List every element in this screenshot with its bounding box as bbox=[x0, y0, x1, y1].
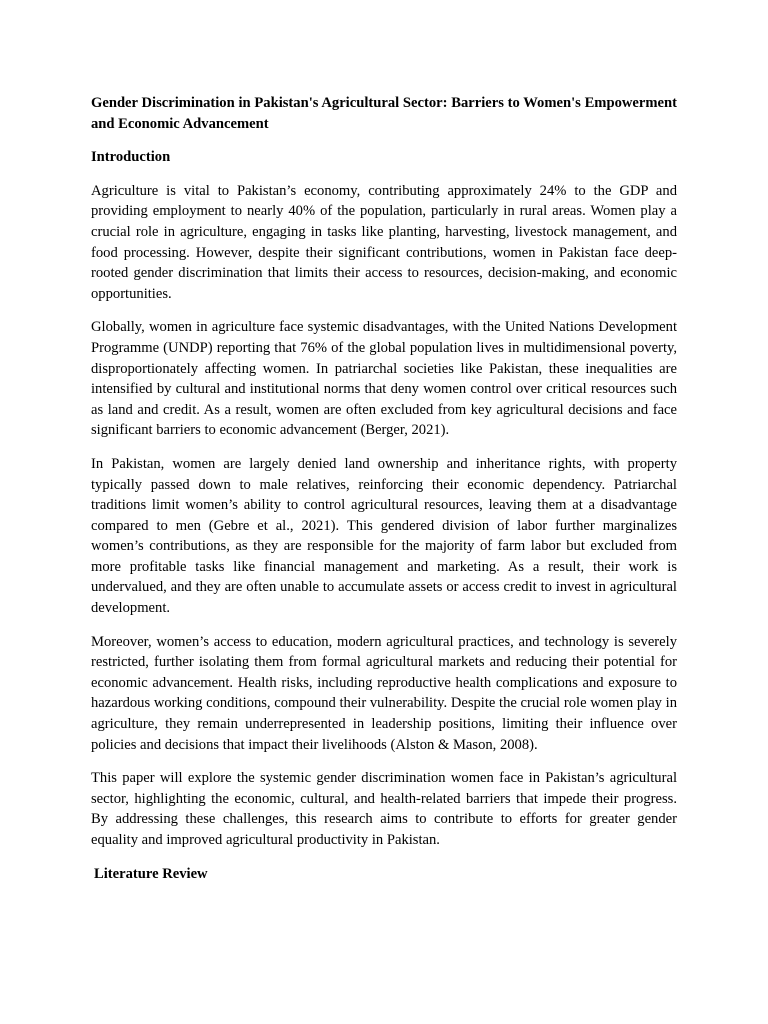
section-heading-literature-review: Literature Review bbox=[94, 865, 208, 882]
paragraph-intro-2: Globally, women in agriculture face systemic disadvantages, with the United Nations Development Programme (UNDP) reporting that 76% of the global population lives in multidimensional poverty, disproportionately affecting women. In patriarchal societies like Pakistan, these inequalities are intensified by cultural and institutional norms that deny women control over critical resources such as land and credit. As a result, women are often excluded from key agricultural decisions and face significant barriers to economic advancement (Berger, 2021). bbox=[91, 319, 677, 439]
paragraph-intro-3: In Pakistan, women are largely denied land ownership and inheritance rights, with property typically passed down to male relatives, reinforcing their economic dependency. Patriarchal traditions limit women’s ability to control agricultural resources, leaving them at a disadvantage compared to men (Gebre et al., 2021). This gendered division of labor further marginalizes women’s contributions, as they are responsible for the majority of farm labor but excluded from more profitable tasks like financial management and marketing. As a result, their work is undervalued, and they are often unable to accumulate assets or access credit to invest in agricultural development. bbox=[91, 455, 677, 617]
document-page bbox=[91, 93, 677, 897]
paragraph-intro-5: This paper will explore the systemic gender discrimination women face in Pakistan’s agricultural sector, highlighting the economic, cultural, and health-related barriers that impede their progress. By addressing these challenges, this research aims to contribute to efforts for greater gender equality and improved agricultural productivity in Pakistan. bbox=[91, 770, 677, 848]
document-title: Gender Discrimination in Pakistan's Agricultural Sector: Barriers to Women's Empowerment and Economic Advancement bbox=[91, 95, 677, 132]
paragraph-intro-1: Agriculture is vital to Pakistan’s economy, contributing approximately 24% to the GDP and providing employment to nearly 40% of the population, particularly in rural areas. Women play a crucial role in agriculture, engaging in tasks like planting, harvesting, livestock management, and food processing. However, despite their significant contributions, women in Pakistan face deep-rooted gender discrimination that limits their access to resources, decision-making, and economic opportunities. bbox=[91, 182, 677, 302]
section-heading-introduction: Introduction bbox=[91, 149, 171, 166]
paragraph-intro-4: Moreover, women’s access to education, modern agricultural practices, and technology is severely restricted, further isolating them from formal agricultural markets and reducing their potential for economic advancement. Health risks, including reproductive health complications and exposure to hazardous working conditions, compound their vulnerability. Despite the crucial role women play in agriculture, they remain underrepresented in leadership positions, limiting their influence over policies and decisions that impact their livelihoods (Alston & Mason, 2008). bbox=[91, 633, 677, 753]
